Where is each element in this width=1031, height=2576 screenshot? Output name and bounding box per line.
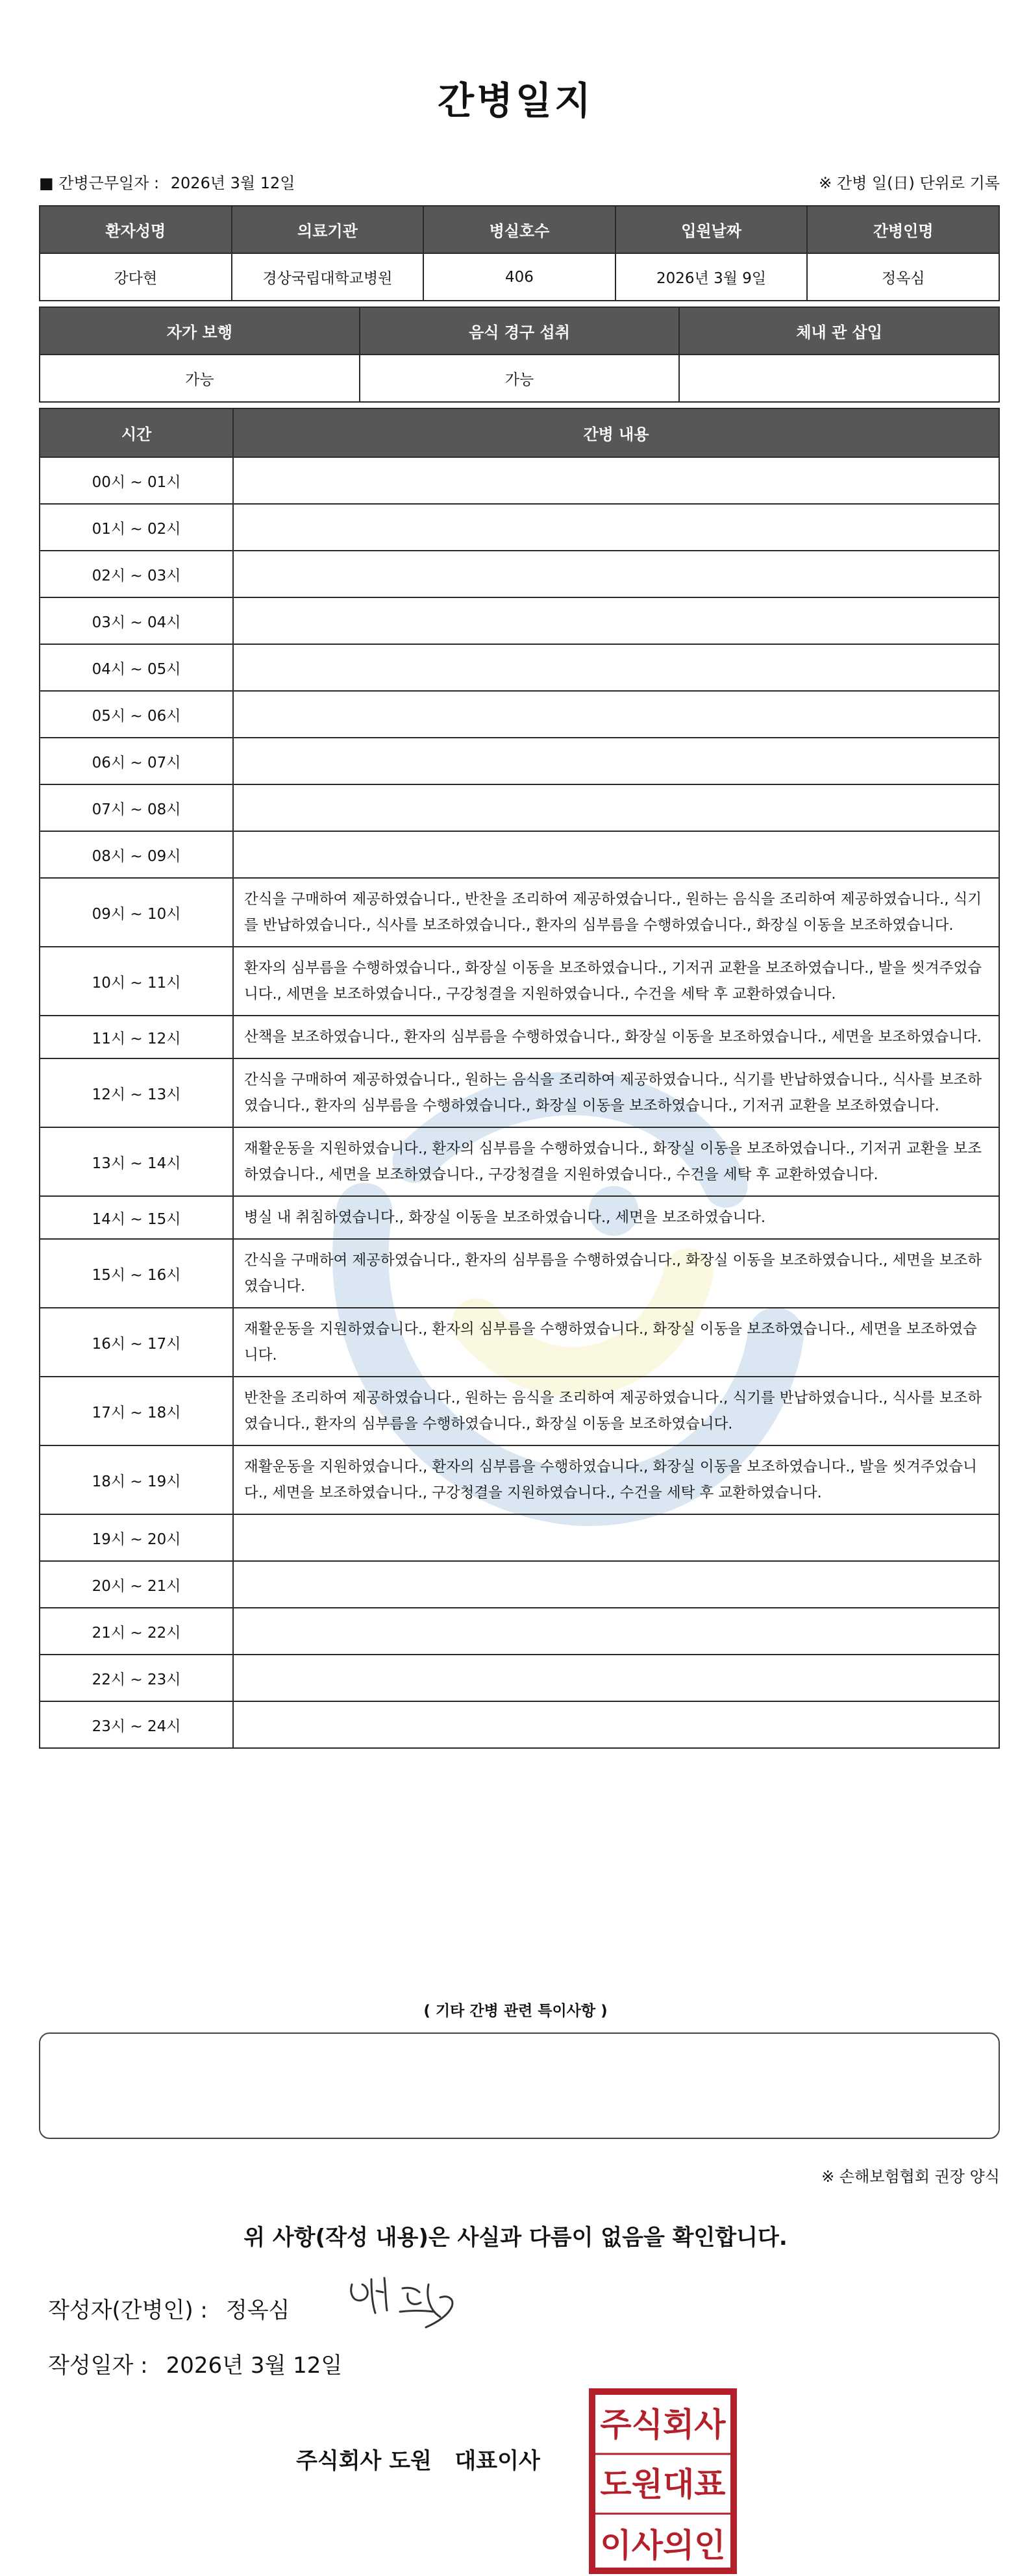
care-date-value: 2026년 3월 12일	[170, 174, 295, 192]
header-oral-intake: 음식 경구 섭취	[360, 307, 680, 355]
care-log-content: 재활운동을 지원하였습니다., 환자의 심부름을 수행하였습니다., 화장실 이동을 보조하였습니다., 기저귀 교환을 보조하였습니다., 세면을 보조하였습니다., 구강청결을 지원하였습니다., 수건을 세탁 후 교환하였습니다.	[233, 1127, 999, 1196]
care-log-content: 산책을 보조하였습니다., 환자의 심부름을 수행하였습니다., 화장실 이동을 보조하였습니다., 세면을 보조하였습니다.	[233, 1016, 999, 1058]
care-log-row	[40, 1561, 999, 1608]
care-log-content	[233, 551, 999, 597]
room-number: 406	[423, 253, 615, 301]
care-log-time: 08시 ~ 09시	[40, 831, 233, 878]
care-log-row	[40, 1196, 999, 1239]
care-date	[39, 170, 295, 193]
care-log-row	[40, 947, 999, 1016]
care-log-content	[233, 597, 999, 644]
care-log-time: 16시 ~ 17시	[40, 1308, 233, 1377]
care-log-row	[40, 1445, 999, 1514]
care-log-content	[233, 831, 999, 878]
care-log-row	[40, 691, 999, 738]
care-log-time: 20시 ~ 21시	[40, 1561, 233, 1608]
care-log-content: 간식을 구매하여 제공하였습니다., 반찬을 조리하여 제공하였습니다., 원하는 음식을 조리하여 제공하였습니다., 식기를 반납하였습니다., 식사를 보조하였습니다., 환자의 심부름을 수행하였습니다., 화장실 이동을 보조하였습니다.	[233, 878, 999, 947]
unit-note: ※ 간병 일(日) 단위로 기록	[819, 174, 1000, 192]
care-log-time: 01시 ~ 02시	[40, 504, 233, 551]
care-log-table	[39, 408, 1000, 1749]
care-log-content	[233, 1514, 999, 1561]
care-log-content: 환자의 심부름을 수행하였습니다., 화장실 이동을 보조하였습니다., 기저귀 교환을 보조하였습니다., 발을 씻겨주었습니다., 세면을 보조하였습니다., 구강청결을 지원하였습니다., 수건을 세탁 후 교환하였습니다.	[233, 947, 999, 1016]
care-log-content: 간식을 구매하여 제공하였습니다., 원하는 음식을 조리하여 제공하였습니다., 식기를 반납하였습니다., 식사를 보조하였습니다., 환자의 심부름을 수행하였습니다., 화장실 이동을 보조하였습니다., 기저귀 교환을 보조하였습니다.	[233, 1058, 999, 1127]
form-note: ※ 손해보험협회 권장 양식	[821, 2168, 1000, 2186]
oral-intake-value: 가능	[360, 355, 680, 402]
care-log-time: 04시 ~ 05시	[40, 644, 233, 691]
care-log-row	[40, 784, 999, 831]
tube-insertion-value	[679, 355, 999, 402]
care-log-header-row	[40, 408, 999, 457]
care-log-content: 반찬을 조리하여 제공하였습니다., 원하는 음식을 조리하여 제공하였습니다., 식기를 반납하였습니다., 식사를 보조하였습니다., 환자의 심부름을 수행하였습니다., 화장실 이동을 보조하였습니다.	[233, 1377, 999, 1445]
caregiver-name: 정옥심	[807, 253, 999, 301]
self-walking-value: 가능	[40, 355, 360, 402]
care-log-row	[40, 597, 999, 644]
care-log-content	[233, 738, 999, 784]
care-log-time: 21시 ~ 22시	[40, 1608, 233, 1655]
care-log-content	[233, 504, 999, 551]
company-seal	[587, 2386, 739, 2576]
care-log-row	[40, 1655, 999, 1701]
care-log-time: 19시 ~ 20시	[40, 1514, 233, 1561]
care-log-content: 병실 내 취침하였습니다., 화장실 이동을 보조하였습니다., 세면을 보조하였습니다.	[233, 1196, 999, 1239]
care-log-time: 12시 ~ 13시	[40, 1058, 233, 1127]
confirmation-statement: 위 사항(작성 내용)은 사실과 다름이 없음을 확인합니다.	[243, 2225, 788, 2251]
patient-info-header-row	[40, 206, 999, 253]
care-log-time: 13시 ~ 14시	[40, 1127, 233, 1196]
care-log-time: 22시 ~ 23시	[40, 1655, 233, 1701]
admission-date: 2026년 3월 9일	[615, 253, 808, 301]
condition-header-row	[40, 307, 999, 355]
care-log-time: 05시 ~ 06시	[40, 691, 233, 738]
care-log-content	[233, 691, 999, 738]
care-log-content	[233, 1701, 999, 1748]
care-log-content	[233, 644, 999, 691]
patient-info-table	[39, 205, 1000, 301]
writer-line	[48, 2292, 290, 2324]
care-log-time: 07시 ~ 08시	[40, 784, 233, 831]
care-log-time: 18시 ~ 19시	[40, 1445, 233, 1514]
handwritten-signature	[343, 2265, 466, 2336]
care-log-row	[40, 1514, 999, 1561]
care-log-time: 09시 ~ 10시	[40, 878, 233, 947]
care-log-row	[40, 504, 999, 551]
care-log-row	[40, 1239, 999, 1308]
care-log-time: 23시 ~ 24시	[40, 1701, 233, 1748]
care-log-row	[40, 551, 999, 597]
care-log-time: 03시 ~ 04시	[40, 597, 233, 644]
care-log-row	[40, 1127, 999, 1196]
care-log-body	[40, 457, 999, 1748]
header-admission-date: 입원날짜	[615, 206, 808, 253]
svg-text:주식회사: 주식회사	[600, 2406, 726, 2444]
care-log-time: 00시 ~ 01시	[40, 457, 233, 504]
svg-text:도원대표: 도원대표	[600, 2466, 726, 2503]
care-log-row	[40, 1016, 999, 1058]
care-log-content: 간식을 구매하여 제공하였습니다., 환자의 심부름을 수행하였습니다., 화장실 이동을 보조하였습니다., 세면을 보조하였습니다.	[233, 1239, 999, 1308]
header-tube-insertion: 체내 관 삽입	[679, 307, 999, 355]
care-log-content	[233, 1655, 999, 1701]
written-date-value: 2026년 3월 12일	[166, 2353, 343, 2379]
care-log-row	[40, 1608, 999, 1655]
company-representative: 주식회사 도원 대표이사	[296, 2448, 540, 2474]
header-time: 시간	[40, 408, 233, 457]
care-log-content: 재활운동을 지원하였습니다., 환자의 심부름을 수행하였습니다., 화장실 이동을 보조하였습니다., 세면을 보조하였습니다.	[233, 1308, 999, 1377]
care-log-row	[40, 457, 999, 504]
svg-text:이사의인: 이사의인	[600, 2527, 726, 2564]
notes-title: ( 기타 간병 관련 특이사항 )	[423, 2003, 608, 2020]
care-log-time: 10시 ~ 11시	[40, 947, 233, 1016]
care-log-time: 14시 ~ 15시	[40, 1196, 233, 1239]
patient-name: 강다현	[40, 253, 232, 301]
header-room: 병실호수	[423, 206, 615, 253]
care-log-content: 재활운동을 지원하였습니다., 환자의 심부름을 수행하였습니다., 화장실 이동을 보조하였습니다., 발을 씻겨주었습니다., 세면을 보조하였습니다., 구강청결을 지원하였습니다., 수건을 세탁 후 교환하였습니다.	[233, 1445, 999, 1514]
written-date-label: 작성일자 :	[48, 2353, 148, 2379]
written-date-line	[48, 2347, 342, 2379]
care-log-row	[40, 1308, 999, 1377]
header-caregiver: 간병인명	[807, 206, 999, 253]
care-log-row	[40, 644, 999, 691]
care-log-time: 17시 ~ 18시	[40, 1377, 233, 1445]
condition-table	[39, 306, 1000, 403]
care-log-content	[233, 784, 999, 831]
care-log-content	[233, 457, 999, 504]
writer-label: 작성자(간병인) :	[48, 2297, 208, 2323]
care-log-content	[233, 1561, 999, 1608]
care-log-row	[40, 878, 999, 947]
care-log-row	[40, 831, 999, 878]
care-log-time: 02시 ~ 03시	[40, 551, 233, 597]
hospital-name: 경상국립대학교병원	[232, 253, 424, 301]
condition-value-row	[40, 355, 999, 402]
care-log-content	[233, 1608, 999, 1655]
header-patient-name: 환자성명	[40, 206, 232, 253]
patient-info-value-row	[40, 253, 999, 301]
header-care-content: 간병 내용	[233, 408, 999, 457]
header-self-walking: 자가 보행	[40, 307, 360, 355]
care-log-row	[40, 1377, 999, 1445]
header-hospital: 의료기관	[232, 206, 424, 253]
care-log-time: 06시 ~ 07시	[40, 738, 233, 784]
care-log-row	[40, 1058, 999, 1127]
notes-box	[39, 2032, 1000, 2139]
writer-name: 정옥심	[225, 2297, 290, 2323]
care-log-row	[40, 1701, 999, 1748]
document-title: 간병일지	[437, 79, 594, 123]
care-date-label: ■ 간병근무일자 :	[39, 174, 160, 192]
care-log-time: 15시 ~ 16시	[40, 1239, 233, 1308]
care-log-row	[40, 738, 999, 784]
care-log-time: 11시 ~ 12시	[40, 1016, 233, 1058]
